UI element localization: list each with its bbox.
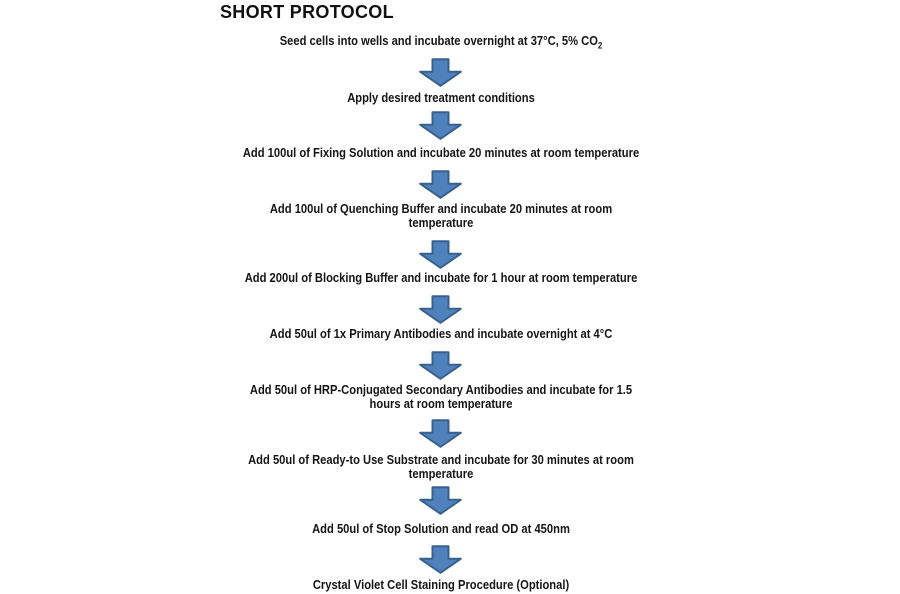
- step-text: Seed cells into wells and incubate overnight at 37°C, 5% $CO_2$: [279, 33, 603, 51]
- protocol-step-3: [206, 146, 676, 160]
- protocol-step-5: [206, 271, 676, 285]
- down-arrow-icon: [419, 545, 462, 574]
- step-text: Add 100ul of Fixing Solution and incubate 20 minutes at room temperature: [242, 145, 640, 160]
- protocol-step-2: [206, 91, 676, 105]
- step-text: Add 50ul of Stop Solution and read OD at 450nm: [312, 521, 570, 536]
- page-title: SHORT PROTOCOL: [220, 2, 394, 22]
- step-text: Add 50ul of HRP-Conjugated Secondary Antibodies and incubate for 1.5: [249, 382, 633, 397]
- down-arrow-icon: [419, 170, 462, 199]
- step-text: Add 100ul of Quenching Buffer and incubate 20 minutes at room: [269, 201, 613, 216]
- step-text: Add 50ul of 1x Primary Antibodies and incubate overnight at 4°C: [269, 326, 613, 341]
- protocol-step-8: [206, 453, 676, 481]
- step-text: temperature: [408, 215, 474, 230]
- step-text: Crystal Violet Cell Staining Procedure (Optional): [312, 577, 570, 592]
- down-arrow-icon: [419, 111, 462, 140]
- step-text: Apply desired treatment conditions: [347, 90, 535, 105]
- step-text: hours at room temperature: [369, 396, 513, 411]
- step-text: temperature: [408, 466, 474, 481]
- protocol-step-9: [206, 522, 676, 536]
- down-arrow-icon: [419, 295, 462, 324]
- step-text: Add 200ul of Blocking Buffer and incubate for 1 hour at room temperature: [244, 270, 638, 285]
- down-arrow-icon: [419, 240, 462, 269]
- protocol-step-7: [206, 383, 676, 411]
- down-arrow-icon: [419, 351, 462, 380]
- subscript-2: 2: [597, 40, 603, 51]
- step-text: Add 50ul of Ready-to Use Substrate and incubate for 30 minutes at room: [248, 452, 634, 467]
- down-arrow-icon: [419, 58, 462, 87]
- protocol-step-1: [206, 33, 676, 51]
- down-arrow-icon: [419, 419, 462, 448]
- protocol-step-4: [206, 202, 676, 230]
- protocol-step-6: [206, 327, 676, 341]
- down-arrow-icon: [419, 486, 462, 515]
- protocol-step-10: [206, 578, 676, 592]
